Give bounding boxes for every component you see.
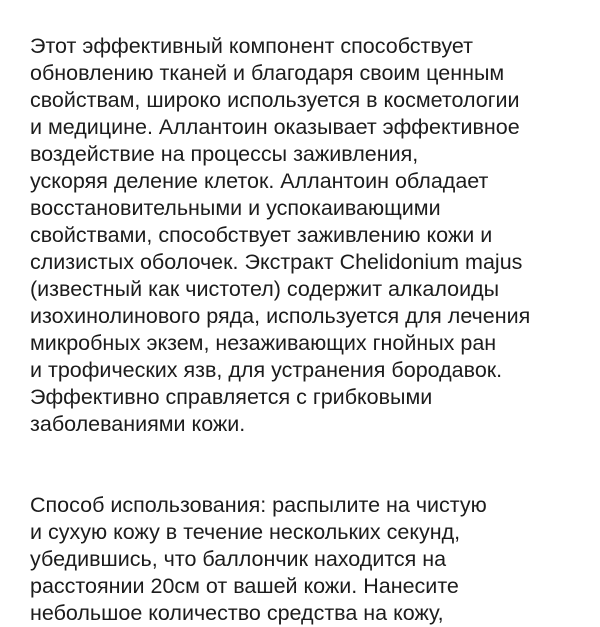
text-line: Этот эффективный компонент способствует — [30, 34, 473, 58]
text-line: Эффективно справляется с грибковыми — [30, 385, 433, 409]
text-line: и трофических язв, для устранения бородавок. — [30, 358, 503, 382]
text-line: заболеваниями кожи. — [30, 412, 246, 436]
text-line: воздействие на процессы заживления, — [30, 142, 419, 166]
text-line: убедившись, что баллончик находится на — [30, 547, 447, 571]
paragraph-spacer — [30, 438, 590, 492]
description-paragraph — [30, 33, 590, 438]
text-line: и медицине. Аллантоин оказывает эффективное — [30, 115, 520, 139]
text-line: микробных экзем, незаживающих гнойных ран — [30, 331, 497, 355]
text-line: восстановительными и успокаивающими — [30, 196, 441, 220]
text-line: свойствами, способствует заживлению кожи и — [30, 223, 493, 247]
text-line: изохинолинового ряда, используется для лечения — [30, 304, 531, 328]
text-line: небольшое количество средства на кожу, — [30, 601, 444, 625]
text-line: свойствам, широко используется в косметологии — [30, 88, 520, 112]
text-line: расстоянии 20см от вашей кожи. Нанесите — [30, 574, 459, 598]
text-line: ускоряя деление клеток. Аллантоин обладает — [30, 169, 489, 193]
usage-paragraph — [30, 492, 590, 627]
text-line: (известный как чистотел) содержит алкалоиды — [30, 277, 500, 301]
text-line: обновлению тканей и благодаря своим ценным — [30, 61, 505, 85]
text-line: и сухую кожу в течение нескольких секунд, — [30, 520, 461, 544]
text-line: Способ использования: распылите на чистую — [30, 493, 487, 517]
text-line: слизистых оболочек. Экстракт Chelidonium majus — [30, 250, 523, 274]
text-content — [30, 33, 590, 627]
